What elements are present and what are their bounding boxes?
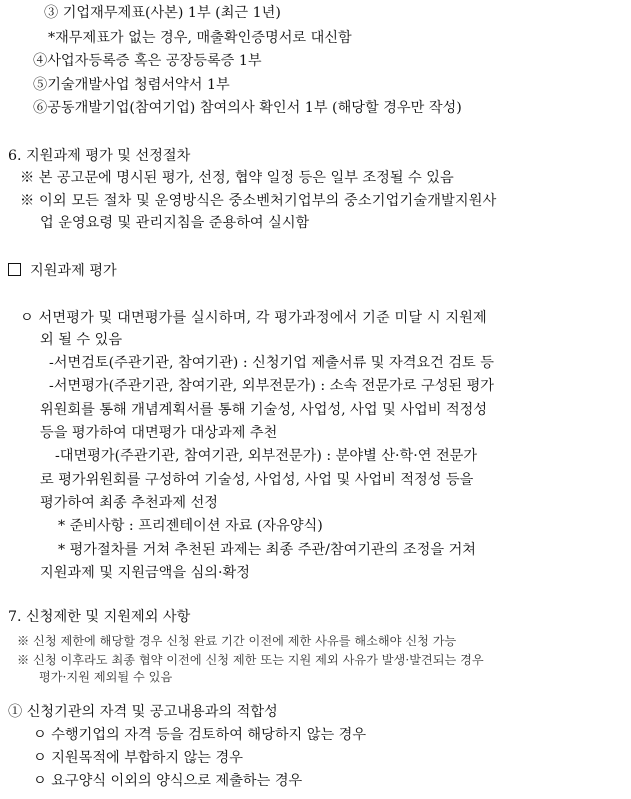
- eval-body-line: 평가하여 최종 추천과제 선정: [40, 495, 218, 511]
- list-text: *재무제표가 없는 경우, 매출확인증명서로 대신함: [48, 30, 352, 46]
- eligibility-item: ㅇ 지원목적에 부합하지 않는 경우: [33, 750, 243, 766]
- list-item-participation-confirm: [33, 99, 462, 117]
- list-text: 사업자등록증 혹은 공장등록증 1부: [47, 53, 262, 69]
- eval-body-line: * 준비사항 : 프리젠테이션 자료 (자유양식): [58, 518, 323, 534]
- list-text: 공동개발기업(참여기업) 참여의사 확인서 1부 (해당할 경우만 작성): [47, 100, 462, 116]
- subheading-text: 지원과제 평가: [30, 263, 117, 279]
- eligibility-heading: ① 신청기관의 자격 및 공고내용과의 적합성: [8, 704, 278, 720]
- eval-body-line: 등을 평가하여 대면평가 대상과제 추천: [40, 425, 278, 441]
- eval-body-line: 지원과제 및 지원금액을 심의·확정: [40, 565, 250, 581]
- eval-body-line: 위원회를 통해 개념계획서를 통해 기술성, 사업성, 사업 및 사업비 적정성: [40, 402, 488, 418]
- section-7-note-cont: 평가·지원 제외될 수 있음: [39, 670, 173, 684]
- section-6-note-cont: 업 운영요령 및 관리지침을 준용하여 실시함: [40, 215, 310, 231]
- section-7-note: ※ 신청 제한에 해당할 경우 신청 완료 기간 이전에 제한 사유를 해소해야 신청 가능: [17, 634, 457, 648]
- section-7-title: 7. 신청제한 및 지원제외 사항: [8, 609, 191, 625]
- eval-body-line: -서면평가(주관기관, 참여기관, 외부전문가) : 소속 전문가로 구성된 평가: [49, 378, 494, 394]
- eval-body-line: * 평가절차를 거쳐 추천된 과제는 최종 주관/참여기관의 조정을 거쳐: [58, 542, 476, 558]
- subheading-evaluation: [8, 262, 117, 280]
- section-6-note: ※ 본 공고문에 명시된 평가, 선정, 협약 일정 등은 일부 조정될 수 있음: [20, 170, 454, 186]
- eligibility-item: ㅇ 요구양식 이외의 양식으로 제출하는 경우: [33, 773, 303, 789]
- eval-body-line: 로 평가위원회를 구성하여 기술성, 사업성, 사업 및 사업비 적정성 등을: [40, 472, 474, 488]
- list-item-financial-statement: [44, 4, 281, 22]
- list-marker: ⑤: [33, 77, 48, 93]
- section-7-note: ※ 신청 이후라도 최종 협약 이전에 신청 제한 또는 지원 제외 사유가 발생·발견되는 경우: [17, 653, 484, 667]
- list-marker: ⑥: [33, 100, 48, 116]
- section-6-title: 6. 지원과제 평가 및 선정절차: [8, 148, 191, 164]
- eval-body-line: -대면평가(주관기관, 참여기관, 외부전문가) : 분야별 산·학·연 전문가: [55, 448, 478, 464]
- eval-body-line: 외 될 수 있음: [40, 332, 123, 348]
- checkbox-square-icon: [8, 263, 21, 276]
- list-item-business-registration: [33, 52, 262, 70]
- list-text: 기업재무제표(사본) 1부 (최근 1년): [58, 5, 281, 21]
- eligibility-item: ㅇ 수행기업의 자격 등을 검토하여 해당하지 않는 경우: [33, 727, 367, 743]
- list-marker: ④: [33, 53, 48, 69]
- list-item-integrity-pledge: [33, 76, 230, 94]
- section-6-note: ※ 이외 모든 절차 및 운영방식은 중소벤처기업부의 중소기업기술개발지원사: [20, 193, 497, 209]
- eval-body-line: -서면검토(주관기관, 참여기관) : 신청기업 제출서류 및 자격요건 검토 등: [49, 355, 494, 371]
- list-marker: ③: [44, 5, 59, 21]
- eval-body-line: ㅇ 서면평가 및 대면평가를 실시하며, 각 평가과정에서 기준 미달 시 지원제: [20, 310, 487, 326]
- list-item-note-financial: [48, 29, 352, 47]
- list-text: 기술개발사업 청렴서약서 1부: [47, 77, 230, 93]
